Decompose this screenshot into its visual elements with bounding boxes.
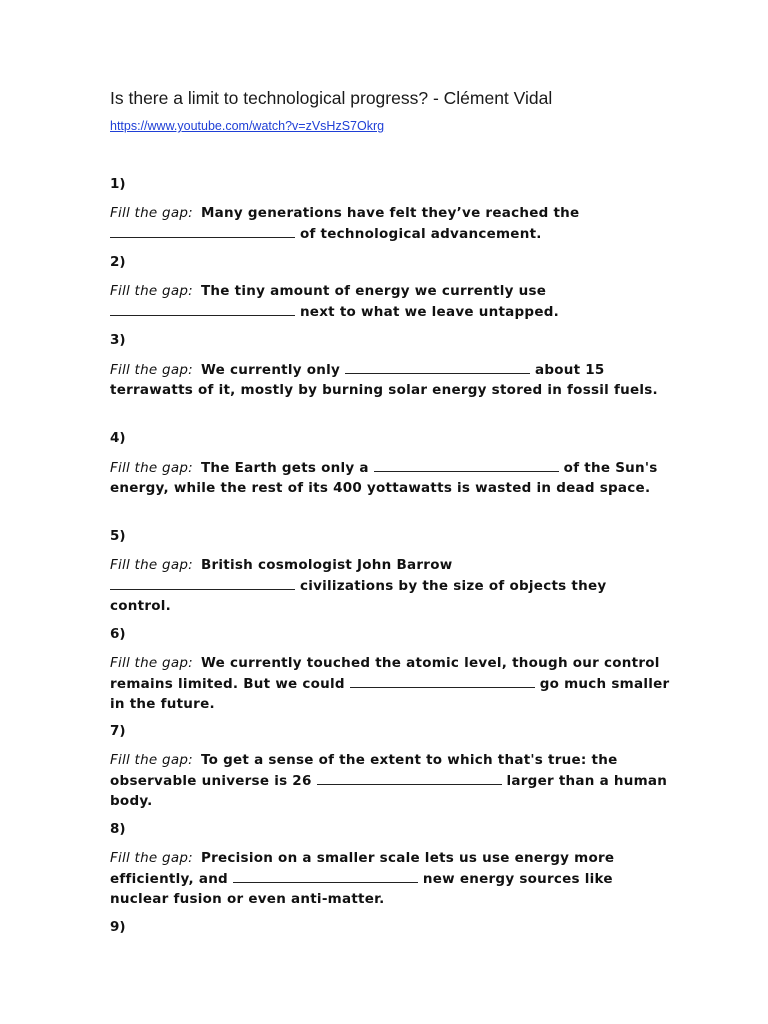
answer-blank[interactable]: [110, 575, 295, 590]
answer-blank[interactable]: [345, 359, 530, 374]
text-after: new energy sources like nuclear fusion or even anti-matter.: [110, 871, 613, 907]
question-text: [110, 457, 670, 498]
answer-blank[interactable]: [110, 223, 295, 238]
text-after: of the Sun's energy, while the rest of its 400 yottawatts is wasted in dead space.: [110, 460, 658, 496]
fill-gap-label: Fill the gap:: [110, 205, 193, 221]
text-before: Precision on a smaller scale lets us use energy more efficiently, and: [110, 850, 615, 887]
question-text: [110, 653, 670, 714]
question-5: [110, 526, 670, 616]
fill-gap-label: Fill the gap:: [110, 362, 193, 378]
fill-gap-label: Fill the gap:: [110, 752, 193, 768]
fill-gap-label: Fill the gap:: [110, 655, 193, 671]
text-after: of technological advancement.: [295, 226, 542, 242]
question-number: 5): [110, 528, 126, 544]
text-after: go much smaller in the future.: [110, 676, 670, 712]
question-text: [110, 359, 670, 400]
question-number: 3): [110, 332, 126, 348]
question-number: 9): [110, 919, 126, 935]
text-before: British cosmologist John Barrow: [200, 557, 453, 573]
text-before: We currently only: [200, 362, 346, 378]
text-before: The tiny amount of energy we currently use: [200, 283, 547, 299]
text-after: larger than a human body.: [110, 773, 668, 809]
text-before: To get a sense of the extent to which that's true: the observable universe is 26: [110, 752, 618, 789]
text-before: The Earth gets only a: [200, 460, 374, 476]
answer-blank[interactable]: [110, 301, 295, 316]
question-number: 4): [110, 430, 126, 446]
text-after: next to what we leave untapped.: [295, 304, 560, 320]
fill-gap-label: Fill the gap:: [110, 850, 193, 866]
document-title: Is there a limit to technological progress? - Clément Vidal: [110, 88, 553, 108]
question-text: [110, 203, 670, 244]
fill-gap-label: Fill the gap:: [110, 283, 193, 299]
question-number: 7): [110, 723, 126, 739]
question-9: [110, 917, 670, 937]
question-number: 2): [110, 254, 126, 270]
question-2: [110, 252, 670, 322]
question-text: [110, 555, 670, 616]
question-1: [110, 174, 670, 244]
text-before: Many generations have felt they’ve reached the: [200, 205, 580, 221]
question-4: [110, 428, 670, 498]
text-before: We currently touched the atomic level, though our control remains limited. But we could: [110, 655, 660, 692]
text-after: about 15 terrawatts of it, mostly by burning solar energy stored in fossil fuels.: [110, 362, 658, 398]
question-text: [110, 848, 670, 909]
question-7: [110, 721, 670, 811]
question-6: [110, 624, 670, 714]
question-text: [110, 281, 670, 322]
answer-blank[interactable]: [233, 868, 418, 883]
question-number: 6): [110, 626, 126, 642]
text-after: civilizations by the size of objects they control.: [110, 578, 607, 614]
youtube-link[interactable]: https://www.youtube.com/watch?v=zVsHzS7Okrg: [110, 119, 385, 133]
fill-gap-label: Fill the gap:: [110, 460, 193, 476]
question-text: [110, 750, 670, 811]
answer-blank[interactable]: [317, 770, 502, 785]
question-number: 1): [110, 176, 126, 192]
fill-gap-label: Fill the gap:: [110, 557, 193, 573]
question-3: [110, 330, 670, 400]
answer-blank[interactable]: [350, 673, 535, 688]
answer-blank[interactable]: [374, 457, 559, 472]
question-number: 8): [110, 821, 126, 837]
question-8: [110, 819, 670, 909]
